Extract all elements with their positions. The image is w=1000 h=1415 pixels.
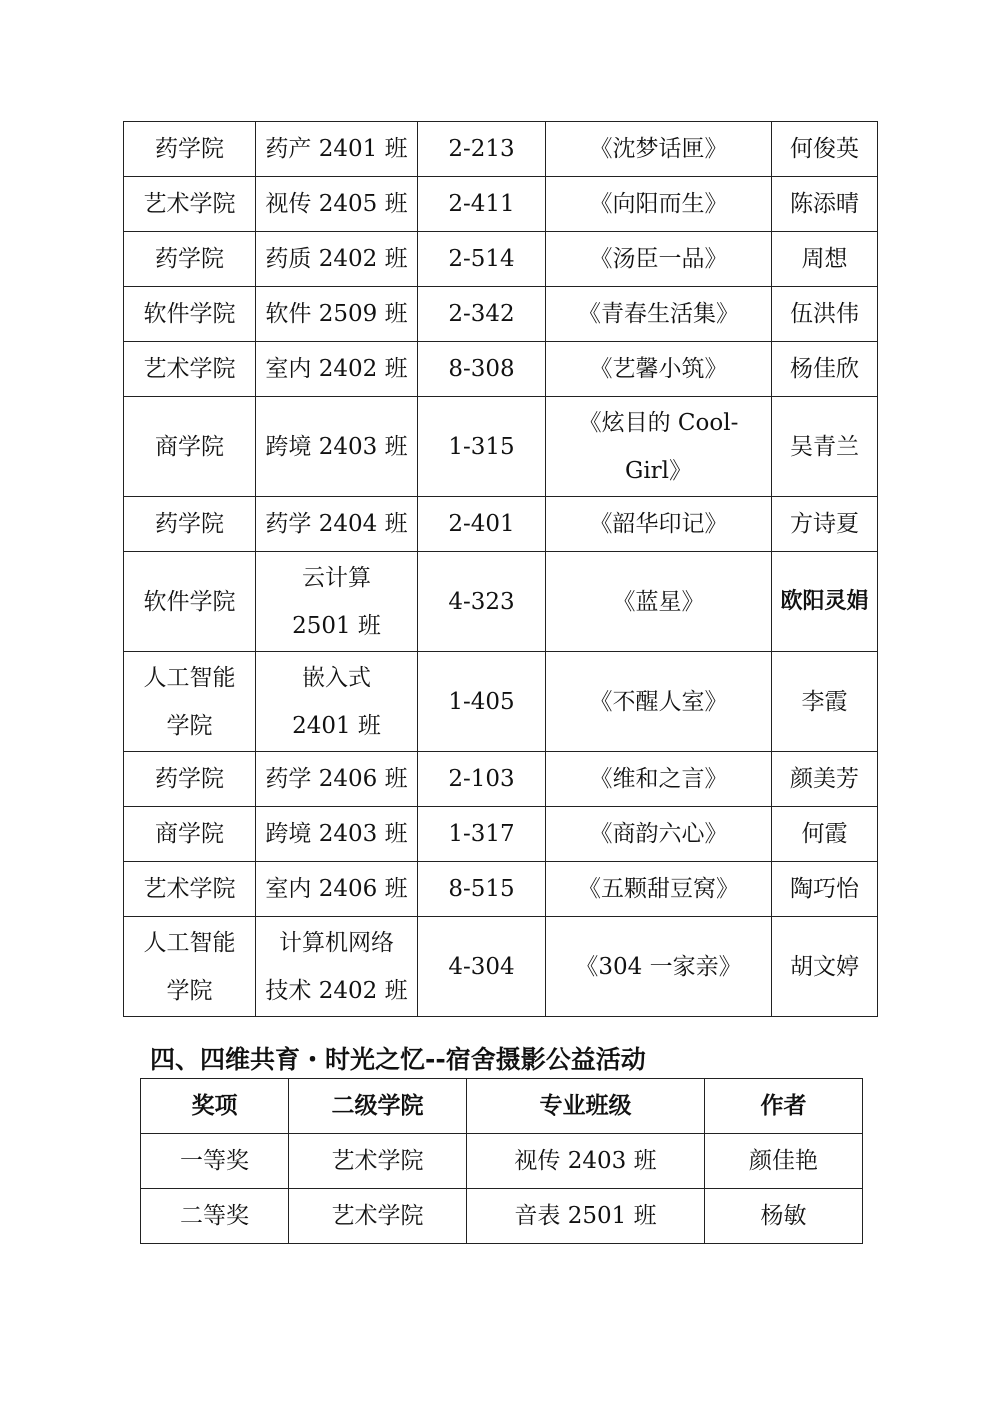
class-cell-line: 2501 班 (292, 612, 381, 639)
title-cell-line: 《蓝星》 (612, 588, 705, 615)
college-cell-line: 学院 (166, 712, 213, 739)
class-cell (256, 232, 418, 287)
class-cell: 视传 2403 班 (467, 1134, 705, 1189)
college-cell-line: 艺术学院 (143, 876, 236, 902)
leader-cell: 周想 (772, 232, 878, 287)
class-cell (256, 552, 418, 652)
title-cell-line: 《不醒人室》 (589, 688, 728, 715)
leader-cell: 吴青兰 (772, 397, 878, 497)
college-cell (124, 232, 256, 287)
class-cell (256, 342, 418, 397)
table-row (124, 497, 878, 552)
leader-cell: 陶巧怡 (772, 862, 878, 917)
header-award: 奖项 (141, 1079, 289, 1134)
college-cell (124, 122, 256, 177)
class-cell-line: 室内 2402 班 (265, 356, 408, 382)
class-cell-line: 药学 2404 班 (265, 511, 408, 537)
college-cell-line: 艺术学院 (143, 191, 236, 217)
college-cell-line: 软件学院 (143, 588, 236, 615)
class-cell-line: 软件 2509 班 (265, 301, 408, 327)
class-cell-line: 嵌入式 (302, 664, 371, 691)
table-row (124, 232, 878, 287)
room-cell: 8-308 (418, 342, 546, 397)
college-cell (124, 397, 256, 497)
title-cell (546, 397, 772, 497)
header-college: 二级学院 (289, 1079, 467, 1134)
title-cell (546, 342, 772, 397)
leader-cell: 何霞 (772, 807, 878, 862)
table-row (124, 342, 878, 397)
room-cell: 4-323 (418, 552, 546, 652)
table-row (124, 287, 878, 342)
title-cell-line: 《炫目的 Cool- (578, 409, 739, 436)
title-cell-line: Girl》 (624, 457, 693, 484)
room-cell: 2-401 (418, 497, 546, 552)
table-row (124, 122, 878, 177)
title-cell (546, 287, 772, 342)
class-cell-line: 云计算 (302, 564, 371, 591)
class-cell (256, 287, 418, 342)
class-cell-line: 室内 2406 班 (265, 876, 408, 902)
title-cell-line: 《韶华印记》 (589, 511, 728, 537)
title-cell (546, 807, 772, 862)
class-cell-line: 药产 2401 班 (265, 136, 408, 162)
author-cell: 颜佳艳 (705, 1134, 863, 1189)
college-cell: 艺术学院 (289, 1134, 467, 1189)
title-cell-line: 《维和之言》 (589, 766, 728, 792)
photo-award-table (140, 1078, 863, 1244)
class-cell: 音表 2501 班 (467, 1189, 705, 1244)
class-cell (256, 807, 418, 862)
class-cell (256, 497, 418, 552)
room-cell: 2-411 (418, 177, 546, 232)
title-cell (546, 652, 772, 752)
college-cell (124, 652, 256, 752)
table-row (124, 807, 878, 862)
college-cell-line: 人工智能 (143, 664, 236, 691)
title-cell (546, 862, 772, 917)
leader-cell: 胡文婷 (772, 917, 878, 1017)
college-cell-line: 艺术学院 (143, 356, 236, 382)
class-cell-line: 2401 班 (292, 712, 381, 739)
title-cell-line: 《商韵六心》 (589, 821, 728, 847)
college-cell (124, 752, 256, 807)
title-cell (546, 497, 772, 552)
class-cell (256, 397, 418, 497)
class-cell-line: 技术 2402 班 (265, 977, 408, 1004)
college-cell (124, 287, 256, 342)
college-cell-line: 药学院 (155, 136, 224, 162)
college-cell (124, 807, 256, 862)
title-cell-line: 《汤臣一品》 (589, 246, 728, 272)
title-cell (546, 752, 772, 807)
leader-cell: 方诗夏 (772, 497, 878, 552)
table-row (124, 752, 878, 807)
room-cell: 2-342 (418, 287, 546, 342)
class-cell (256, 652, 418, 752)
title-cell-line: 《艺馨小筑》 (589, 356, 728, 382)
room-cell: 2-213 (418, 122, 546, 177)
title-cell-line: 《青春生活集》 (578, 301, 739, 327)
class-cell (256, 752, 418, 807)
header-author: 作者 (705, 1079, 863, 1134)
college-cell-line: 药学院 (155, 766, 224, 792)
leader-cell: 杨佳欣 (772, 342, 878, 397)
room-cell: 2-514 (418, 232, 546, 287)
leader-cell: 李霞 (772, 652, 878, 752)
class-cell-line: 药质 2402 班 (265, 246, 408, 272)
class-cell (256, 917, 418, 1017)
table-row (141, 1134, 863, 1189)
college-cell: 艺术学院 (289, 1189, 467, 1244)
room-cell: 1-405 (418, 652, 546, 752)
college-cell (124, 862, 256, 917)
table-row (124, 652, 878, 752)
title-cell-line: 《304 一家亲》 (575, 953, 742, 980)
table-row (124, 862, 878, 917)
author-cell: 杨敏 (705, 1189, 863, 1244)
college-cell-line: 商学院 (155, 821, 224, 847)
leader-cell: 颜美芳 (772, 752, 878, 807)
class-cell-line: 药学 2406 班 (265, 766, 408, 792)
college-cell-line: 商学院 (155, 433, 224, 460)
title-cell (546, 917, 772, 1017)
title-cell-line: 《沈梦话匣》 (589, 136, 728, 162)
header-class: 专业班级 (467, 1079, 705, 1134)
room-cell: 2-103 (418, 752, 546, 807)
class-cell-line: 跨境 2403 班 (265, 821, 408, 847)
room-cell: 8-515 (418, 862, 546, 917)
title-cell (546, 177, 772, 232)
table-row (124, 397, 878, 497)
title-cell (546, 232, 772, 287)
college-cell-line: 药学院 (155, 246, 224, 272)
college-cell-line: 软件学院 (143, 301, 236, 327)
class-cell (256, 177, 418, 232)
college-cell-line: 学院 (166, 977, 213, 1004)
room-cell: 1-317 (418, 807, 546, 862)
table-row (124, 917, 878, 1017)
title-cell (546, 122, 772, 177)
room-cell: 4-304 (418, 917, 546, 1017)
class-cell (256, 122, 418, 177)
table-row (124, 552, 878, 652)
college-cell (124, 497, 256, 552)
header-row (141, 1079, 863, 1134)
college-cell (124, 552, 256, 652)
title-cell (546, 552, 772, 652)
college-cell (124, 342, 256, 397)
dorm-award-table (123, 121, 878, 1017)
table-row (141, 1189, 863, 1244)
class-cell-line: 计算机网络 (279, 929, 394, 956)
leader-cell: 伍洪伟 (772, 287, 878, 342)
room-cell: 1-315 (418, 397, 546, 497)
leader-cell: 欧阳灵娟 (772, 552, 878, 652)
title-cell-line: 《五颗甜豆窝》 (578, 876, 739, 902)
leader-cell: 何俊英 (772, 122, 878, 177)
college-cell-line: 人工智能 (143, 929, 236, 956)
college-cell-line: 药学院 (155, 511, 224, 537)
class-cell (256, 862, 418, 917)
award-cell: 一等奖 (141, 1134, 289, 1189)
college-cell (124, 177, 256, 232)
leader-cell: 陈添晴 (772, 177, 878, 232)
award-cell: 二等奖 (141, 1189, 289, 1244)
title-cell-line: 《向阳而生》 (589, 191, 728, 217)
college-cell (124, 917, 256, 1017)
class-cell-line: 视传 2405 班 (265, 191, 408, 217)
class-cell-line: 跨境 2403 班 (265, 433, 408, 460)
section-heading: 四、四维共育・时光之忆--宿舍摄影公益活动 (150, 1045, 646, 1074)
table-row (124, 177, 878, 232)
